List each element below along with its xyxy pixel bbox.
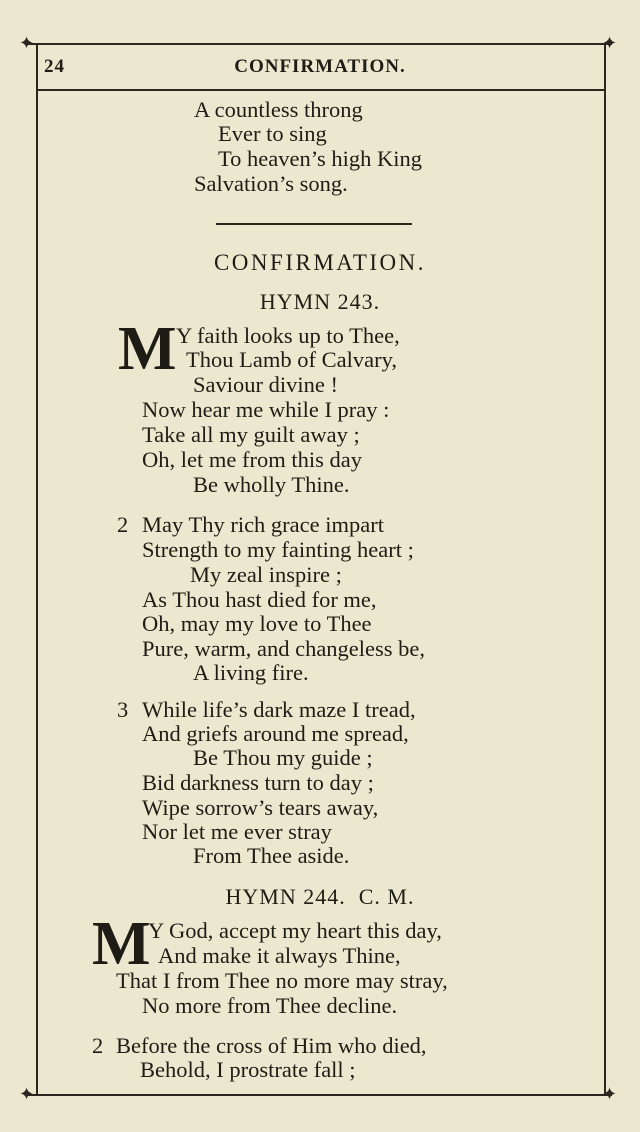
verse-line: That I from Thee no more may stray,	[116, 968, 448, 993]
verse-line: Oh, let me from this day	[142, 447, 362, 472]
section-title: CONFIRMATION.	[213, 250, 427, 275]
top-border	[28, 43, 612, 45]
hymn-title: HYMN 244. C. M.	[225, 884, 415, 909]
page-header	[40, 56, 600, 80]
bottom-border	[28, 1094, 612, 1096]
verse-number: 2	[92, 1033, 104, 1058]
corner-ornament-icon: ✦	[602, 1084, 618, 1104]
verse-line: Nor let me ever stray	[142, 819, 332, 844]
stanza-line: A countless throng	[194, 97, 363, 122]
stanza-line: To heaven’s high King	[218, 146, 423, 171]
section-divider	[216, 223, 412, 225]
verse-line: Oh, may my love to Thee	[142, 611, 372, 636]
page-number: 24	[44, 56, 65, 77]
verse-line: Y God, accept my heart this day,	[148, 918, 442, 943]
corner-ornament-icon: ✦	[19, 33, 35, 53]
verse-line: Now hear me while I pray :	[142, 397, 390, 422]
verse-line: While life’s dark maze I tread,	[142, 697, 416, 722]
stanza-line: Salvation’s song.	[194, 171, 348, 196]
drop-cap: M	[92, 910, 149, 978]
verse-line: A living fire.	[193, 660, 309, 685]
verse-line: Y faith looks up to Thee,	[176, 323, 400, 348]
verse-line: Before the cross of Him who died,	[116, 1033, 427, 1058]
verse-line: Be Thou my guide ;	[193, 745, 373, 770]
verse-line: No more from Thee decline.	[142, 993, 398, 1018]
hymn-title: HYMN 243.	[259, 289, 381, 314]
right-border	[604, 44, 606, 1096]
left-border	[36, 44, 38, 1096]
stanza-line: Ever to sing	[218, 121, 327, 146]
running-head: CONFIRMATION.	[234, 56, 406, 77]
verse-line: Bid darkness turn to day ;	[142, 770, 374, 795]
verse-line: Thou Lamb of Calvary,	[186, 347, 397, 372]
verse-line: Take all my guilt away ;	[142, 422, 360, 447]
verse-number: 2	[117, 512, 129, 537]
verse-line: May Thy rich grace impart	[142, 512, 384, 537]
verse-line: Saviour divine !	[193, 372, 338, 397]
verse-line: From Thee aside.	[193, 843, 350, 868]
corner-ornament-icon: ✦	[602, 33, 618, 53]
verse-line: Behold, I prostrate fall ;	[140, 1057, 356, 1082]
verse-line: Be wholly Thine.	[193, 472, 350, 497]
verse-line: As Thou hast died for me,	[142, 587, 377, 612]
header-rule	[36, 89, 604, 91]
corner-ornament-icon: ✦	[19, 1084, 35, 1104]
verse-line: My zeal inspire ;	[190, 562, 342, 587]
drop-cap: M	[118, 315, 175, 383]
verse-line: Wipe sorrow’s tears away,	[142, 795, 379, 820]
verse-number: 3	[117, 697, 129, 722]
verse-line: And griefs around me spread,	[142, 721, 409, 746]
verse-line: Strength to my fainting heart ;	[142, 537, 414, 562]
verse-line: And make it always Thine,	[158, 943, 401, 968]
verse-line: Pure, warm, and changeless be,	[142, 636, 426, 661]
